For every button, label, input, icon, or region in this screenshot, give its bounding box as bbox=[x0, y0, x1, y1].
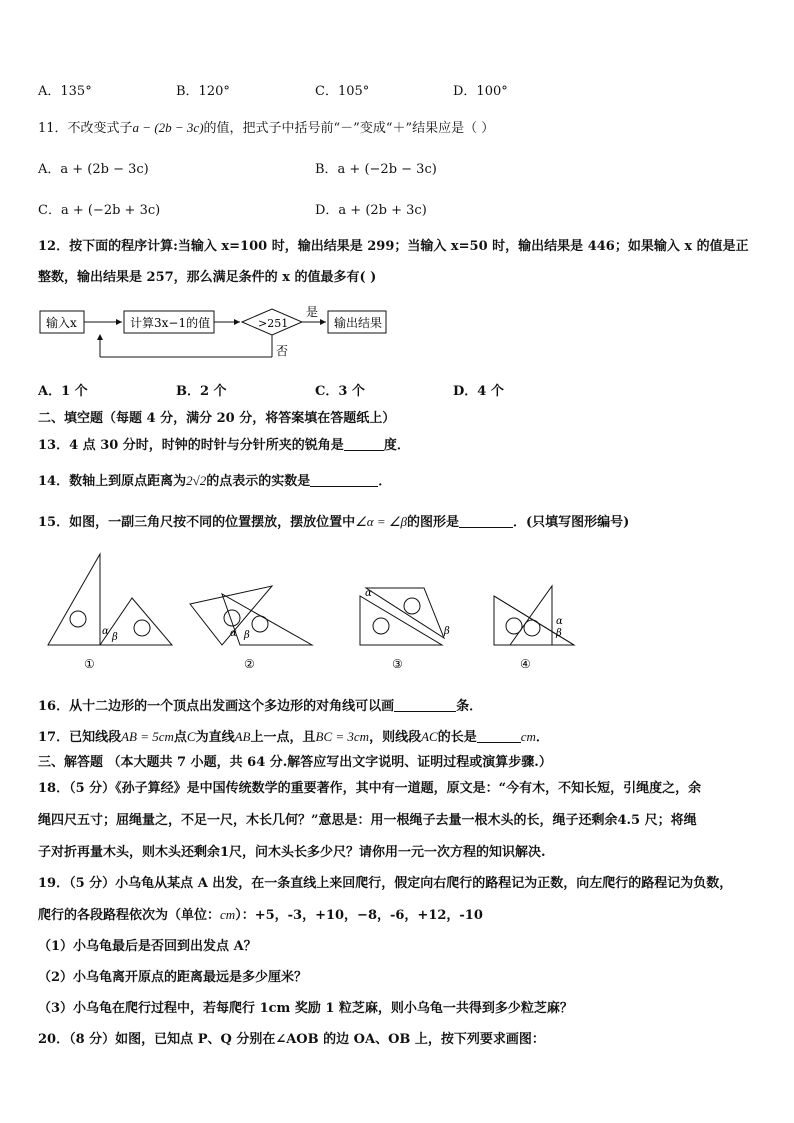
section-2-heading: 二、填空题（每题 4 分，满分 20 分，将答案填在答题纸上） bbox=[38, 411, 396, 426]
fig1-alpha: α bbox=[102, 626, 109, 637]
q17-unit: cm bbox=[520, 729, 536, 744]
q14-suffix: 的点表示的实数是 bbox=[206, 474, 311, 489]
q13-answer-blank[interactable] bbox=[344, 436, 384, 451]
figure-1-label: ① bbox=[84, 657, 95, 671]
figure-2-label: ② bbox=[244, 657, 255, 671]
figure-1 bbox=[48, 554, 172, 671]
question-11 bbox=[38, 119, 494, 138]
q19-sub-3: （3）小乌龟在爬行过程中，若每爬行 1cm 奖励 1 粒芝麻，则小乌龟一共得到多少粒芝麻？ bbox=[38, 1001, 573, 1016]
q11-option-a: A．a + (2b − 3c) bbox=[38, 162, 149, 177]
q17-part-5: ，则线段 bbox=[369, 730, 422, 745]
flow-input-label: 输入x bbox=[46, 316, 77, 330]
q17-expr-bc: BC = 3cm bbox=[315, 729, 370, 744]
q15-suffix: 的图形是 bbox=[406, 515, 459, 530]
q15-prefix: 15．如图，一副三角尺按不同的位置摆放，摆放位置中 bbox=[38, 515, 356, 530]
q15-end: ．(只填写图形编号) bbox=[513, 515, 630, 530]
q13-unit: 度． bbox=[383, 438, 410, 453]
q12-option-d: D．4 个 bbox=[453, 384, 504, 399]
q15-expression: ∠α = ∠β bbox=[355, 514, 407, 529]
section-3-heading: 三、解答题 （本大题共 7 小题，共 64 分.解答应写出文字说明、证明过程或演算步骤.） bbox=[38, 755, 552, 770]
fig2-beta: β bbox=[244, 630, 250, 641]
q15-answer-blank[interactable] bbox=[459, 513, 513, 528]
flow-condition-label: >251 bbox=[258, 317, 289, 330]
q17-part-6: 的长是 bbox=[437, 730, 477, 745]
q11-prefix: 11．不改变式子 bbox=[38, 121, 133, 136]
figure-4-label: ④ bbox=[520, 657, 531, 671]
q12-option-b: B．2 个 bbox=[176, 384, 227, 399]
q16-end: 条． bbox=[456, 699, 483, 714]
fig3-beta: β bbox=[444, 626, 450, 637]
question-15 bbox=[38, 513, 629, 532]
q11-option-c: C．a + (−2b + 3c) bbox=[38, 203, 161, 218]
q19-line-1: 19．（5 分）小乌龟从某点 A 出发，在一条直线上来回爬行，假定向右爬行的路程记为正数，向左爬行的路程记为负数， bbox=[38, 876, 733, 891]
q17-expr-line-ab: AB bbox=[234, 729, 251, 744]
flow-compute-label: 计算3x−1的值 bbox=[130, 316, 211, 330]
q11-suffix: 的值，把式子中括号前“－”变成“＋”结果应是（ ） bbox=[203, 121, 495, 136]
flow-no-label: 否 bbox=[276, 344, 289, 358]
q18-line-2: 绳四尺五寸；屈绳量之，不足一尺，木长几何？”意思是：用一根绳子去量一根木头的长，绳子还剩余4.5 尺；将绳 bbox=[38, 813, 697, 828]
q11-expression: a − (2b − 3c) bbox=[132, 120, 204, 135]
fig4-alpha: α bbox=[556, 616, 563, 627]
q12-line-1: 12．按下面的程序计算:当输入 x=100 时，输出结果是 299；当输入 x=50 时，输出结果是 446；如果输入 x 的值是正 bbox=[38, 239, 749, 254]
q19-sub-2: （2）小乌龟离开原点的距离最远是多少厘米？ bbox=[38, 970, 308, 985]
q15-figures bbox=[40, 548, 600, 674]
q12-option-a: A．1 个 bbox=[38, 384, 88, 399]
flow-yes-label: 是 bbox=[306, 305, 319, 319]
q11-option-b: B．a + (−2b − 3c) bbox=[315, 162, 437, 177]
figure-2 bbox=[190, 586, 312, 671]
q19-line-2-b: ）：+5，-3，+10，−8，-6，+12，-10 bbox=[235, 908, 483, 923]
q19-sub-1: （1）小乌龟最后是否回到出发点 A？ bbox=[38, 939, 257, 954]
q12-line-2: 整数，输出结果是 257，那么满足条件的 x 的值最多有( ) bbox=[38, 270, 377, 285]
figure-3 bbox=[360, 588, 450, 671]
q16-answer-blank[interactable] bbox=[394, 697, 456, 712]
q19-unit: cm bbox=[220, 907, 236, 922]
q14-end: ． bbox=[378, 474, 392, 489]
fig2-alpha: α bbox=[230, 628, 237, 639]
q19-line-2 bbox=[38, 906, 483, 925]
q17-part-2: 点 bbox=[173, 730, 187, 745]
q12-option-c: C．3 个 bbox=[315, 384, 365, 399]
q17-part-4: 上一点，且 bbox=[250, 730, 316, 745]
q18-line-1: 18．（5 分）《孙子算经》是中国传统数学的重要著作，其中有一道题，原文是：“今有木，不知长短，引绳度之，余 bbox=[38, 781, 702, 796]
question-14 bbox=[38, 472, 391, 491]
q14-value: 2√2 bbox=[186, 473, 207, 488]
q14-prefix: 14．数轴上到原点距离为 bbox=[38, 474, 187, 489]
q17-expr-ab: AB = 5cm bbox=[121, 729, 174, 744]
q10-option-d: D．100° bbox=[453, 84, 508, 99]
fig3-alpha: α bbox=[365, 588, 372, 599]
q10-option-c: C．105° bbox=[315, 84, 370, 99]
fig1-beta: β bbox=[112, 632, 118, 643]
q19-line-2-a: 爬行的各段路程依次为（单位： bbox=[38, 908, 221, 923]
fig4-beta: β bbox=[556, 628, 562, 639]
question-16 bbox=[38, 697, 482, 716]
figure-3-label: ③ bbox=[392, 657, 403, 671]
q18-line-3: 子对折再量木头，则木头还剩余1尺，问木头长多少尺？请你用一元一次方程的知识解决. bbox=[38, 845, 546, 860]
q13-text: 13．4 点 30 分时，时钟的时针与分针所夹的锐角是 bbox=[38, 438, 344, 453]
q12-flowchart bbox=[38, 303, 398, 365]
figure-4 bbox=[494, 586, 574, 671]
q17-expr-c: C bbox=[186, 729, 196, 744]
question-17 bbox=[38, 728, 549, 747]
q17-end: ． bbox=[535, 730, 549, 745]
q17-part-1: 17．已知线段 bbox=[38, 730, 122, 745]
question-20: 20．（8 分）如图，已知点 P、Q 分别在∠AOB 的边 OA、OB 上，按下列要求画图： bbox=[38, 1032, 545, 1047]
q17-part-3: 为直线 bbox=[195, 730, 235, 745]
q11-option-d: D．a + (2b + 3c) bbox=[315, 203, 427, 218]
q10-option-a: A．135° bbox=[38, 84, 92, 99]
q10-option-b: B．120° bbox=[176, 84, 230, 99]
q14-answer-blank[interactable] bbox=[310, 472, 378, 487]
q17-answer-blank[interactable] bbox=[477, 728, 521, 743]
q16-text: 16．从十二边形的一个顶点出发画这个多边形的对角线可以画 bbox=[38, 699, 395, 714]
q17-expr-ac: AC bbox=[421, 729, 438, 744]
question-13 bbox=[38, 436, 410, 455]
flow-output-label: 输出结果 bbox=[334, 316, 383, 330]
